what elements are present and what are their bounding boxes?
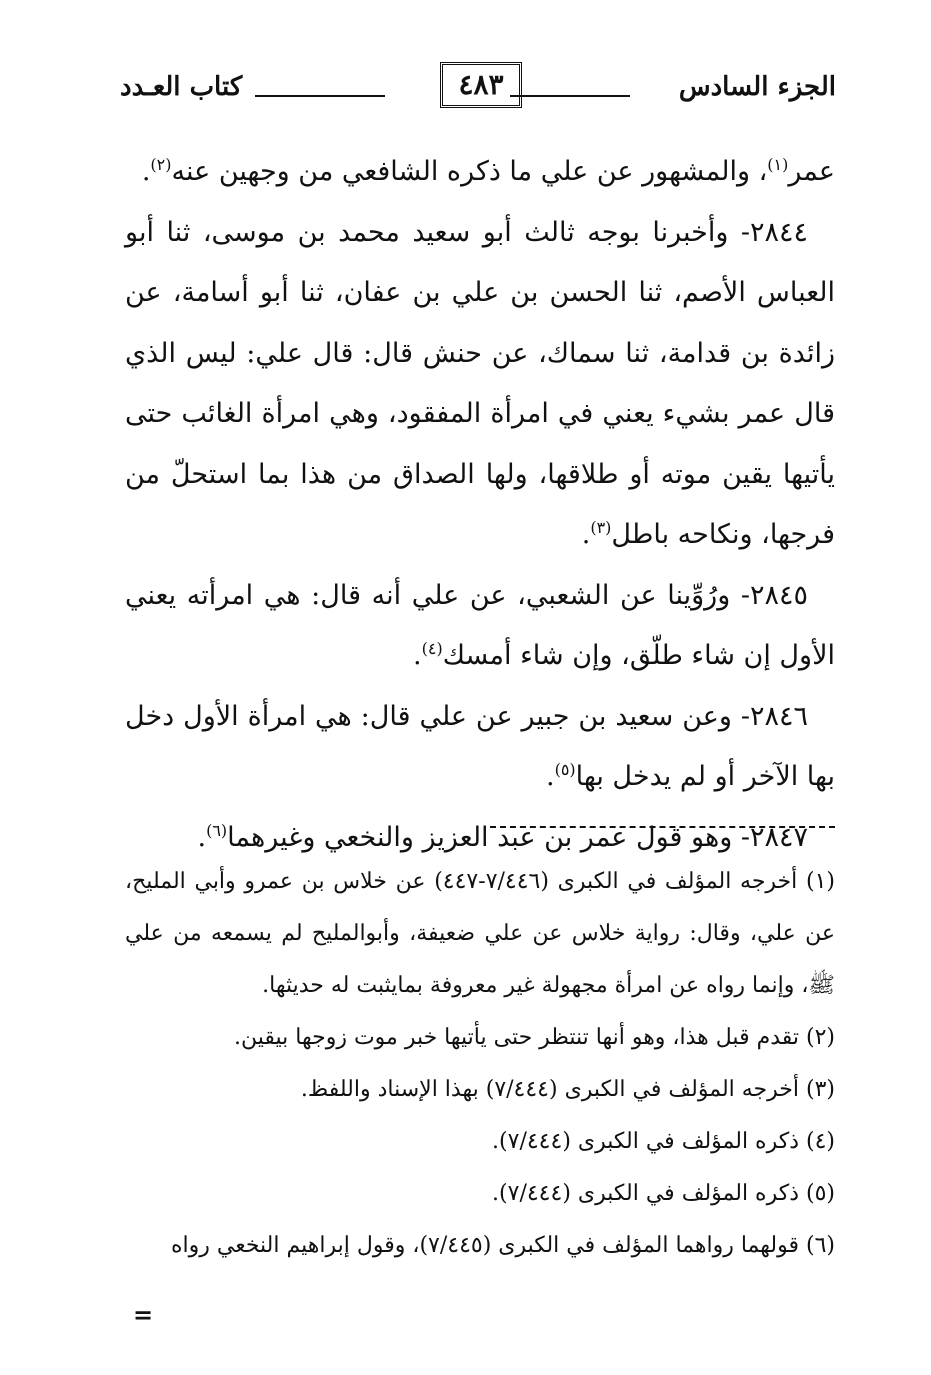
continuation-mark: = bbox=[133, 1300, 154, 1329]
paragraph-1-text-b: ، والمشهور عن علي ما ذكره الشافعي من وجهين عنه bbox=[171, 156, 768, 187]
paragraph-1-end: . bbox=[141, 156, 151, 187]
hadith-end: . bbox=[413, 640, 422, 671]
hadith-end: . bbox=[197, 821, 207, 853]
hadith-2844 bbox=[125, 203, 835, 566]
hadith-end: . bbox=[545, 761, 555, 792]
footnote-6: (٦) قولهما رواهما المؤلف في الكبرى (٧/٤٤٥)، وقول إبراهيم النخعي رواه bbox=[171, 1233, 835, 1258]
hadith-2846 bbox=[125, 687, 835, 808]
footnote-3: (٣) أخرجه المؤلف في الكبرى (٧/٤٤٤) بهذا الإسناد واللفظ. bbox=[300, 1077, 835, 1102]
page-header bbox=[120, 62, 836, 118]
footnote-4: (٤) ذكره المؤلف في الكبرى (٧/٤٤٤). bbox=[492, 1129, 835, 1154]
footnote-ref-6: (٦) bbox=[206, 820, 228, 840]
hadith-text: - وهو قول عمر بن عبد العزيز والنخعي وغيرهما bbox=[227, 821, 750, 853]
footnote-5: (٥) ذكره المؤلف في الكبرى (٧/٤٤٤). bbox=[492, 1181, 835, 1206]
footnote-ref-4: (٤) bbox=[421, 639, 443, 658]
hadith-number: ٢٨٤٥ bbox=[749, 579, 808, 611]
footnote-separator bbox=[490, 826, 835, 828]
hadith-number: ٢٨٤٦ bbox=[749, 700, 808, 732]
footnote-ref-1: (١) bbox=[767, 155, 789, 174]
paragraph-1-text-a: عمر bbox=[788, 156, 835, 187]
header-rule-right bbox=[510, 95, 630, 97]
footnote-ref-3: (٣) bbox=[590, 518, 612, 537]
page-number: ٤٨٣ bbox=[440, 62, 522, 108]
hadith-end: . bbox=[581, 519, 591, 550]
header-rule-left bbox=[255, 95, 385, 97]
hadith-number: ٢٨٤٧ bbox=[749, 821, 808, 853]
hadith-2845 bbox=[125, 566, 835, 687]
hadith-text: - وعن سعيد بن جبير عن علي قال: هي امرأة الأول دخل بها الآخر أو لم يدخل بها bbox=[125, 700, 835, 792]
footnote-1: (١) أخرجه المؤلف في الكبرى (٧/٤٤٦-٤٤٧) عن خلاس بن عمرو وأبي المليح، عن علي، وقال: رواية خلاس عن علي ضعيفة، وأبوالمليح لم يسمعه من علي ﷺ، وإنما رواه عن امرأة مجهولة غير معروفة بمايثبت له حديثها. bbox=[125, 869, 835, 998]
paragraph-1 bbox=[125, 142, 835, 203]
footnote-ref-5: (٥) bbox=[554, 760, 576, 779]
hadith-text: - وأخبرنا بوجه ثالث أبو سعيد محمد بن موسى، ثنا أبو العباس الأصم، ثنا الحسن بن علي بن عفان، ثنا أبو أسامة، عن زائدة بن قدامة، ثنا سماك، عن حنش قال: قال علي: ليس الذي قال عمر بشيء يعني في امرأة المفقود، وهي امرأة الغائب حتى يأتيها يقين موته أو طلاقها، ولها الصداق من هذا بما استحلّ من فرجها، ونكاحه باطل bbox=[125, 216, 835, 550]
main-text bbox=[125, 142, 835, 868]
hadith-text: - ورُوِّينا عن الشعبي، عن علي أنه قال: هي امرأته يعني الأول إن شاء طلّق، وإن شاء أمسك bbox=[125, 579, 835, 671]
footnote-ref-2: (٢) bbox=[150, 155, 172, 174]
footnotes bbox=[125, 856, 835, 1272]
book-title: كتاب العـدد bbox=[120, 72, 243, 102]
footnote-2: (٢) تقدم قبل هذا، وهو أنها تنتظر حتى يأتيها خبر موت زوجها بيقين. bbox=[234, 1025, 835, 1050]
volume-title: الجزء السادس bbox=[678, 72, 836, 102]
hadith-number: ٢٨٤٤ bbox=[749, 216, 808, 248]
